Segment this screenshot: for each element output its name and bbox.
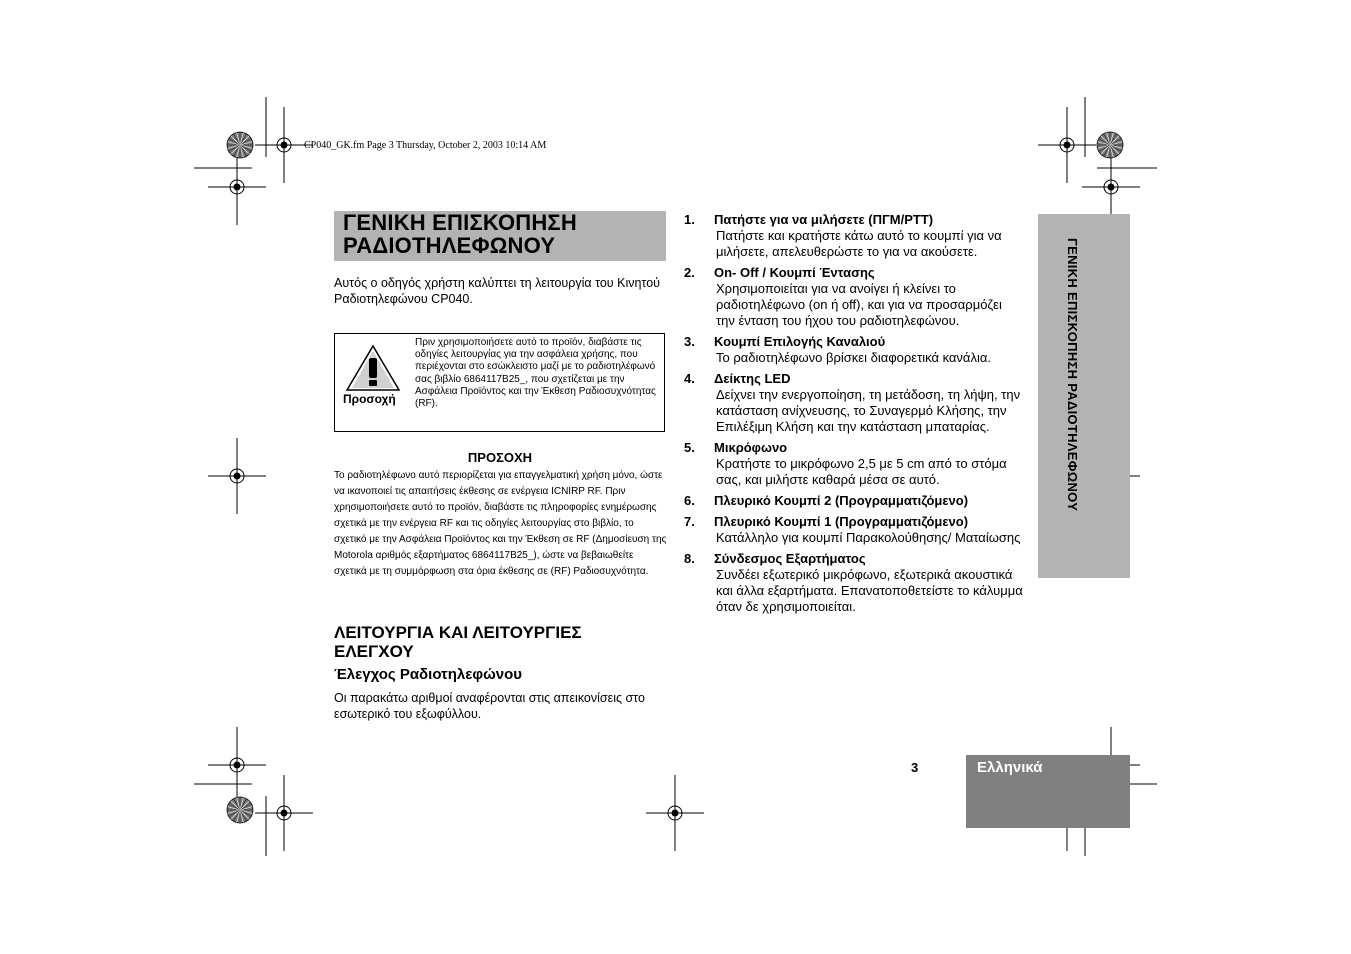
item-description: Συνδέει εξωτερικό μικρόφωνο, εξωτερικά ακουστικά και άλλα εξαρτήματα. Επανατοποθετείστε το κάλυμμα όταν δε χρησιμοποιείται. [716, 567, 1023, 614]
warning-heading: ΠΡΟΣΟΧΗ [467, 450, 533, 465]
intro-paragraph: Αυτός ο οδηγός χρήστη καλύπτει τη λειτουργία του Κινητού Ραδιοτηλεφώνου CP040. [334, 276, 660, 306]
warning-body: Το ραδιοτηλέφωνο αυτό περιορίζεται για επαγγελματική χρήση μόνο, ώστε να ικανοποιεί τις απαιτήσεις έκθεσης σε ενέργεια ICNIRP RF. Πριν χρησιμοποιήσετε αυτό το προϊόν, διαβάστε τις πληροφορίες ενημέρωσης σχετικά με την ενέργεια RF και τις οδηγίες λειτουργίας στο βιβλίο, το σχετικό με την Ασφάλεια Προϊόντος και την Έκθεση σε RF (Δημοσίευση της Motorola αριθμός εξαρτήματος 6864117B25_), ώστε να βεβαιωθείτε σχετικά με τη συμμόρφωση στα όρια έκθεσης σε (RF) Ραδιοσυχνότητα. [334, 470, 667, 577]
page-title-line2: ΡΑΔΙΟΤΗΛΕΦΩΝΟΥ [343, 233, 556, 258]
item-number: 8. [684, 551, 695, 566]
item-description: Κρατήστε το μικρόφωνο 2,5 με 5 cm από το στόμα σας, και μιλήστε καθαρά μέσα σε αυτό. [716, 456, 1007, 487]
language-label: Ελληνικά [977, 759, 1043, 776]
item-title: Κουμπί Επιλογής Καναλιού [714, 334, 886, 349]
item-title: Πλευρικό Κουμπί 2 (Προγραμματιζόμενο) [714, 493, 969, 508]
caution-text: Πριν χρησιμοποιήσετε αυτό το προϊόν, διαβάστε τις οδηγίες λειτουργίας για την ασφάλεια χρήσης, που περιέχονται στο εσώκλειστο μαζί με το ραδιοτηλέφωνό σας βιβλίο 6864117B25_, που σχετίζεται με την Ασφάλεια Προϊόντος και την Έκθεση Ραδιοσυχνότητας (RF). [415, 337, 656, 410]
section-heading [334, 623, 666, 661]
subsection-heading: Έλεγχος Ραδιοτηλεφώνου [334, 666, 523, 683]
item-number: 7. [684, 514, 695, 529]
item-number: 4. [684, 371, 695, 386]
item-title: Δείκτης LED [714, 371, 791, 386]
list-item [684, 551, 1024, 615]
language-tab [966, 755, 1130, 828]
starburst-icon [227, 797, 253, 823]
section-heading-line2: ΕΛΕΓΧΟΥ [334, 642, 414, 661]
list-item [684, 493, 1024, 509]
item-number: 3. [684, 334, 695, 349]
item-number: 6. [684, 493, 695, 508]
registration-target-icon [255, 775, 313, 851]
page-title-line1: ΓΕΝΙΚΗ ΕΠΙΣΚΟΠΗΣΗ [343, 210, 577, 235]
item-title: Σύνδεσμος Εξαρτήματος [714, 551, 866, 566]
subsection-body: Οι παρακάτω αριθμοί αναφέρονται στις απεικονίσεις στο εσωτερικό του εξωφύλλου. [334, 691, 645, 721]
item-number: 1. [684, 212, 695, 227]
section-heading-line1: ΛΕΙΤΟΥΡΓΙΑ ΚΑΙ ΛΕΙΤΟΥΡΓΙΕΣ [334, 623, 582, 642]
starburst-icon [227, 132, 253, 158]
list-item [684, 334, 1024, 366]
item-number: 5. [684, 440, 695, 455]
starburst-icon [1097, 132, 1123, 158]
file-info-header: CP040_GK.fm Page 3 Thursday, October 2, 2003 10:14 AM [304, 140, 547, 151]
item-description: Το ραδιοτηλέφωνο βρίσκει διαφορετικά κανάλια. [716, 350, 991, 365]
page-title [334, 211, 666, 261]
caution-label: Προσοχή [343, 392, 396, 406]
page-number: 3 [911, 760, 919, 775]
item-number: 2. [684, 265, 695, 280]
list-item [684, 514, 1024, 546]
list-item [684, 440, 1024, 488]
item-description: Πατήστε και κρατήστε κάτω αυτό το κουμπί για να μιλήσετε, απελευθερώστε το για να ακούσετε. [716, 228, 1002, 259]
item-description: Κατάλληλο για κουμπί Παρακολούθησης/ Ματαίωσης [716, 530, 1021, 545]
item-description: Χρησιμοποιείται για να ανοίγει ή κλείνει το ραδιοτηλέφωνο (on ή off), και για να προσαρμόζει την ένταση του ήχου του ραδιοτηλεφώνου. [716, 281, 1002, 328]
list-item [684, 371, 1024, 435]
item-description: Δείχνει την ενεργοποίηση, τη μετάδοση, τη λήψη, την κατάσταση ανίχνευσης, το Συναγερμό Κλήσης, την Επιλέξιμη Κλήση και την κατάσταση μπαταρίας. [716, 387, 1021, 434]
list-item [684, 265, 1024, 329]
item-title: Μικρόφωνο [714, 440, 788, 455]
warning-triangle-icon [345, 344, 401, 392]
item-title: Πατήστε για να μιλήσετε (ΠΓΜ/PTT) [714, 212, 934, 227]
item-title: On- Off / Κουμπί Έντασης [714, 265, 875, 280]
registration-target-icon [208, 727, 266, 803]
section-side-tab [1038, 214, 1130, 578]
registration-target-icon [208, 149, 266, 225]
list-item [684, 212, 1024, 260]
side-tab-label: ΓΕΝΙΚΗ ΕΠΙΣΚΟΠΗΣΗ ΡΑΔΙΟΤΗΛΕΦΩΝΟΥ [1065, 238, 1080, 512]
controls-list [684, 212, 1024, 620]
registration-target-icon [1038, 107, 1096, 183]
item-title: Πλευρικό Κουμπί 1 (Προγραμματιζόμενο) [714, 514, 969, 529]
registration-target-icon [208, 438, 266, 514]
registration-target-icon [646, 775, 704, 851]
caution-box [334, 333, 665, 432]
